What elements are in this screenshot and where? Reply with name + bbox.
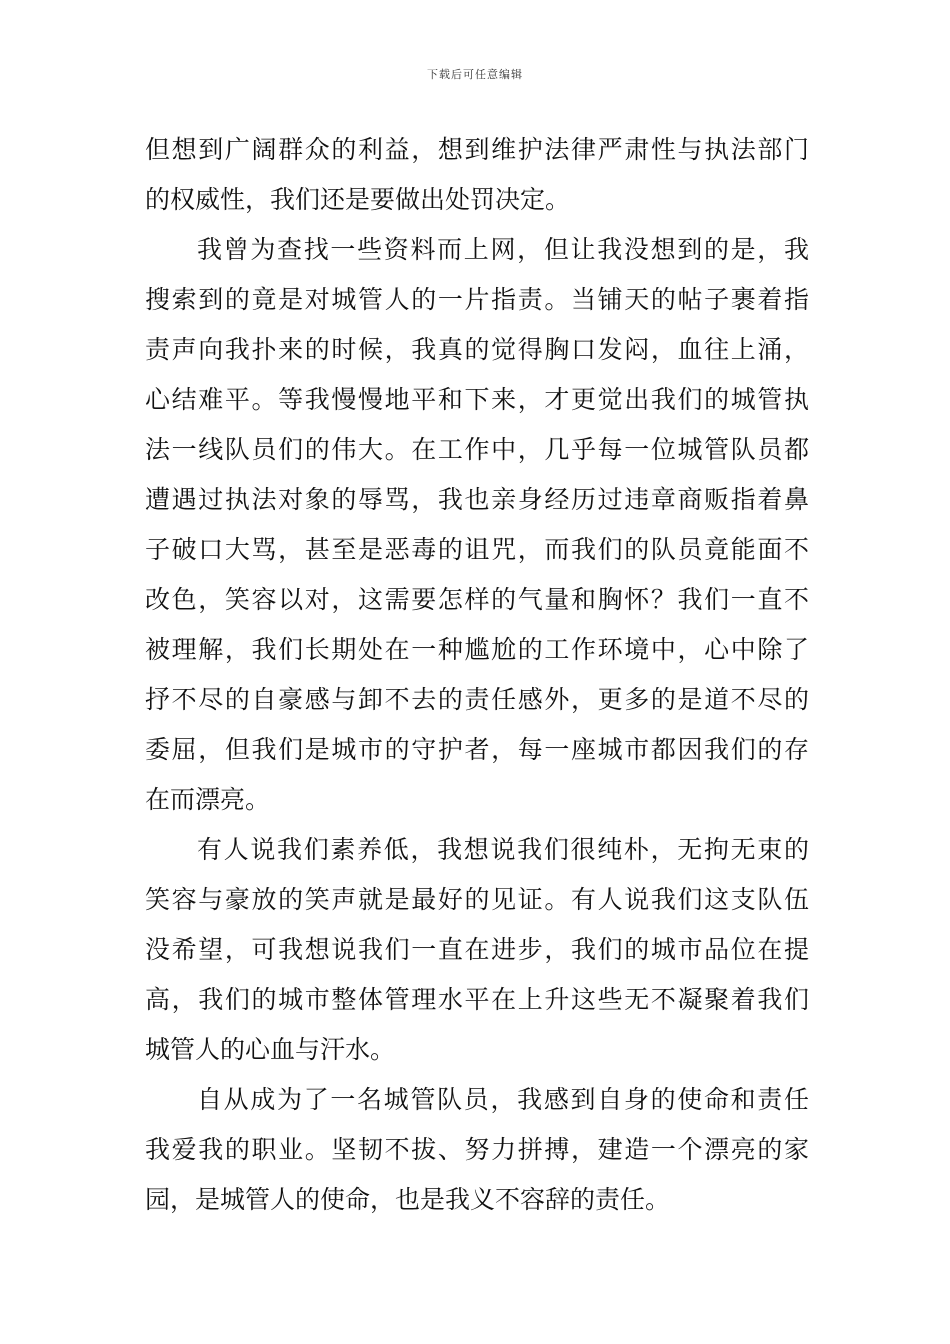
paragraph-1 — [145, 125, 809, 225]
paragraph-line: 抒不尽的自豪感与卸不去的责任感外，更多的是道不尽的 — [145, 685, 809, 714]
paragraph-2 — [145, 225, 809, 825]
paragraph-line: 高，我们的城市整体管理水平在上升这些无不凝聚着我们 — [145, 985, 809, 1014]
paragraph-line: 自从成为了一名城管队员，我感到自身的使命和责任 — [197, 1085, 809, 1114]
paragraph-line: 没希望，可我想说我们一直在进步，我们的城市品位在提 — [145, 935, 809, 964]
document-body — [145, 125, 809, 1225]
paragraph-line: 责声向我扑来的时候，我真的觉得胸口发闷，血往上涌， — [145, 335, 809, 364]
paragraph-line: 但想到广阔群众的利益，想到维护法律严肃性与执法部门 — [145, 135, 809, 164]
paragraph-line: 笑容与豪放的笑声就是最好的见证。有人说我们这支队伍 — [145, 885, 809, 914]
paragraph-line: 心结难平。等我慢慢地平和下来，才更觉出我们的城管执 — [145, 385, 809, 414]
paragraph-line: 子破口大骂，甚至是恶毒的诅咒，而我们的队员竟能面不 — [145, 535, 809, 564]
paragraph-line: 的权威性，我们还是要做出处罚决定。 — [145, 185, 571, 214]
paragraph-line: 搜索到的竟是对城管人的一片指责。当铺天的帖子裹着指 — [145, 285, 809, 314]
paragraph-3 — [145, 825, 809, 1075]
paragraph-line: 法一线队员们的伟大。在工作中，几乎每一位城管队员都 — [145, 435, 809, 464]
paragraph-line: 我爱我的职业。坚韧不拔、努力拼搏，建造一个漂亮的家 — [145, 1135, 809, 1164]
paragraph-line: 在而漂亮。 — [145, 785, 271, 814]
paragraph-line: 被理解，我们长期处在一种尴尬的工作环境中，心中除了 — [145, 635, 809, 664]
paragraph-line: 城管人的心血与汗水。 — [145, 1035, 396, 1064]
paragraph-line: 改色，笑容以对，这需要怎样的气量和胸怀？我们一直不 — [145, 585, 809, 614]
paragraph-line: 遭遇过执法对象的辱骂，我也亲身经历过违章商贩指着鼻 — [145, 485, 809, 514]
page-header-note: 下载后可任意编辑 — [427, 68, 523, 81]
paragraph-line: 委屈，但我们是城市的守护者，每一座城市都因我们的存 — [145, 735, 809, 764]
paragraph-line: 园，是城管人的使命，也是我义不容辞的责任。 — [145, 1185, 671, 1214]
paragraph-4 — [145, 1075, 809, 1225]
paragraph-line: 有人说我们素养低，我想说我们很纯朴，无拘无束的 — [197, 835, 809, 864]
paragraph-line: 我曾为查找一些资料而上网，但让我没想到的是，我 — [197, 235, 809, 264]
